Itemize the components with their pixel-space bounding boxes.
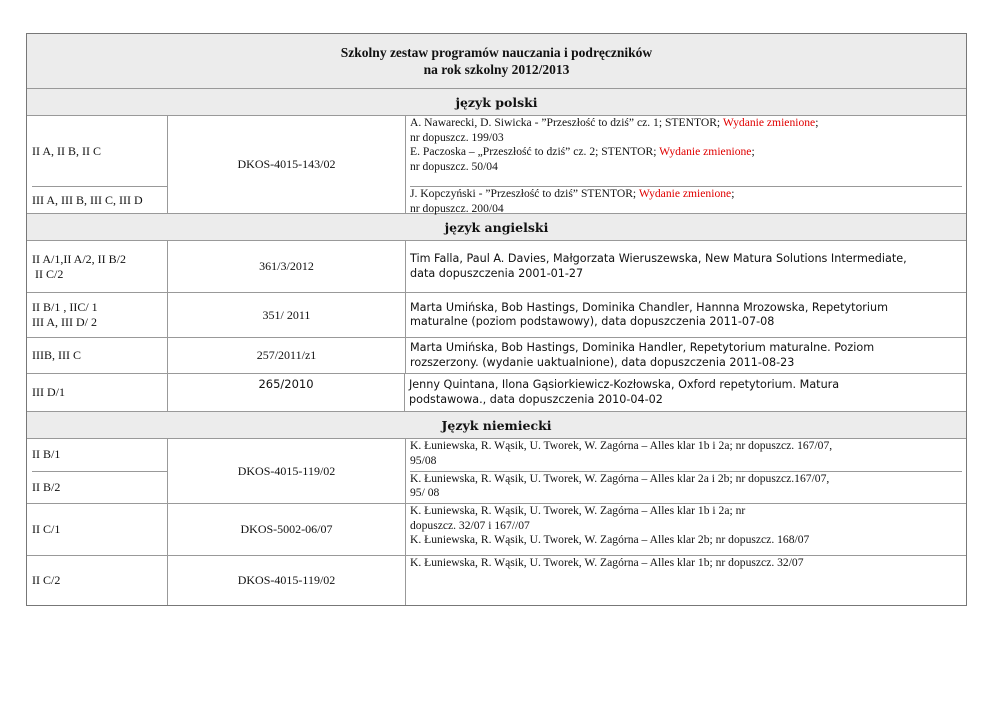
table-row (27, 337, 966, 373)
program-number: 361/3/2012 (168, 241, 406, 292)
class-cell: II B/1 , IIC/ 1 III A, III D/ 2 (27, 293, 168, 337)
class-cell: IIIB, III C (27, 338, 168, 373)
edition-note: Wydanie zmienione (638, 187, 732, 200)
program-number: DKOS-4015-119/02 (168, 439, 406, 503)
textbook-cell: Jenny Quintana, Ilona Gąsiorkiewicz-Kozłowska, Oxford repetytorium. Matura podstawowa., data dopuszczenia 2010-04-02 (409, 378, 840, 406)
table-row (27, 240, 966, 292)
program-number: 257/2011/z1 (168, 338, 406, 373)
table-row (27, 503, 966, 555)
title-line-2: na rok szkolny 2012/2013 (423, 62, 570, 77)
class-cell (27, 116, 168, 213)
textbook-block: K. Łuniewska, R. Wąsik, U. Tworek, W. Zagórna – Alles klar 1b i 2a; nr dopuszcz. 167/07, 95/08 (410, 439, 833, 467)
textbook-cell: Marta Umińska, Bob Hastings, Dominika Handler, Repetytorium maturalne. Poziom rozszerzony. (wydanie uaktualnione), data dopuszczenia 2011-08-23 (410, 341, 875, 369)
class-cell: II C/2 (27, 556, 168, 605)
edition-note: Wydanie zmienione (722, 116, 816, 129)
class-label: II A, II B, II C (32, 143, 101, 158)
program-number: 351/ 2011 (168, 293, 406, 337)
class-cell: II B/1 II B/2 (27, 439, 168, 503)
textbook-cell: Tim Falla, Paul A. Davies, Małgorzata Wieruszewska, New Matura Solutions Intermediate, data dopuszczenia 2001-01-27 (410, 252, 907, 280)
textbook-cell: Marta Umińska, Bob Hastings, Dominika Chandler, Hannna Mrozowska, Repetytorium maturalne (poziom podstawowy), data dopuszczenia 2011-07-08 (410, 300, 889, 328)
section-header-polski: język polski (27, 88, 966, 115)
textbook-cell (406, 439, 966, 503)
niemiecki-row (27, 438, 966, 503)
textbook-cell: K. Łuniewska, R. Wąsik, U. Tworek, W. Zagórna – Alles klar 1b; nr dopuszcz. 32/07 (410, 556, 804, 569)
class-cell: III D/1 (27, 374, 168, 411)
program-number: DKOS-4015-143/02 (168, 116, 406, 213)
polski-row (27, 115, 966, 213)
table-row (27, 373, 966, 411)
curriculum-table (26, 33, 967, 606)
class-cell: II C/1 (27, 504, 168, 555)
textbook-cell: K. Łuniewska, R. Wąsik, U. Tworek, W. Zagórna – Alles klar 1b i 2a; nr dopuszcz. 32/07 i 167//07 K. Łuniewska, R. Wąsik, U. Tworek, W. Zagórna – Alles klar 2b; nr dopuszcz. 168/07 (410, 504, 810, 546)
class-label: III A, III B, III C, III D (32, 186, 167, 213)
program-number: 265/2010 (168, 374, 405, 411)
textbook-block: A. Nawarecki, D. Siwicka - ”Przeszłość to dziś” cz. 1; STENTOR; Wydanie zmienione; nr dopuszcz. 199/03 E. Paczoska – „Przeszłość to dziś” cz. 2; STENTOR; Wydanie zmienione; nr dopuszcz. 50/04 (410, 116, 819, 173)
program-number: DKOS-5002-06/07 (168, 504, 406, 555)
section-header-niemiecki: Język niemiecki (27, 411, 966, 438)
textbook-cell (406, 116, 966, 213)
document-title (27, 34, 966, 88)
table-row (27, 292, 966, 337)
textbook-block: K. Łuniewska, R. Wąsik, U. Tworek, W. Zagórna – Alles klar 2a i 2b; nr dopuszcz.167/07, 95/ 08 (410, 471, 962, 504)
title-line-1: Szkolny zestaw programów nauczania i podręczników (340, 45, 653, 60)
section-header-angielski: język angielski (27, 213, 966, 240)
textbook-block: J. Kopczyński - ”Przeszłość to dziś” STENTOR; Wydanie zmienione; nr dopuszcz. 200/04 (410, 186, 962, 216)
program-number: DKOS-4015-119/02 (168, 556, 406, 605)
table-row (27, 555, 966, 605)
edition-note: Wydanie zmienione (659, 145, 752, 158)
class-cell: II A/1,II A/2, II B/2 II C/2 (27, 241, 168, 292)
